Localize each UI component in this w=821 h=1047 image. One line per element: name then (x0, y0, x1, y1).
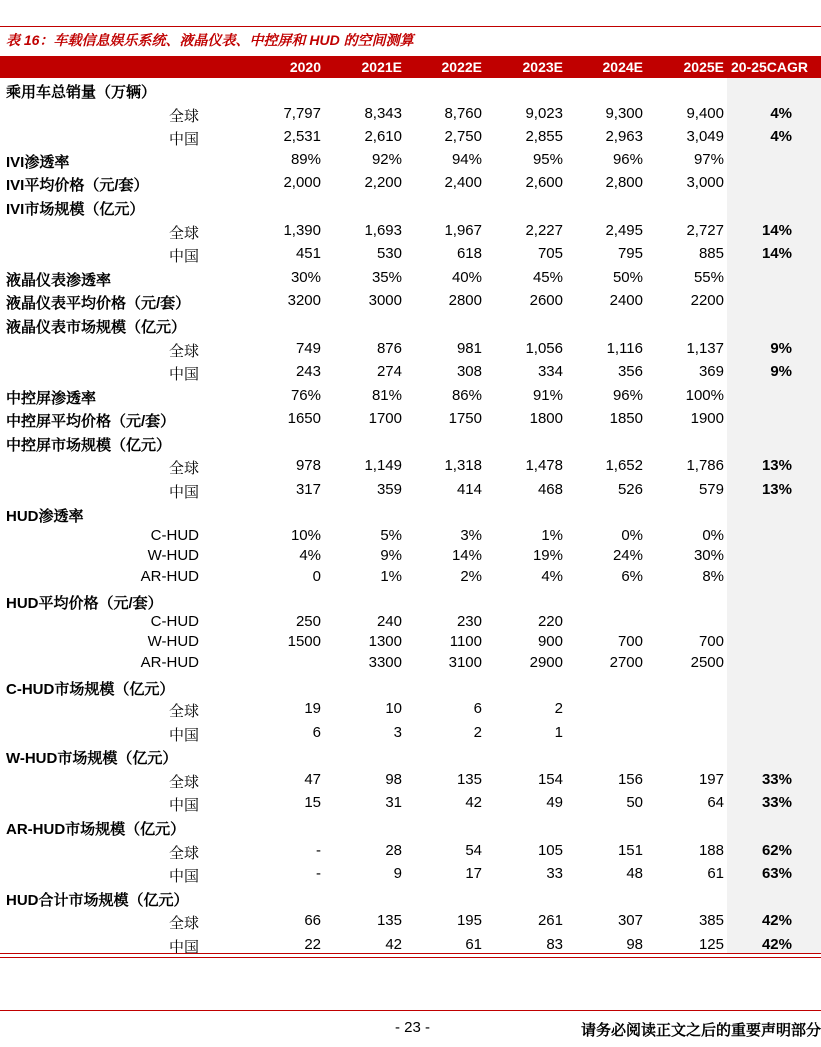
table-row (0, 631, 821, 653)
cagr-cell: 33% (761, 771, 792, 788)
data-cell: 1300 (368, 633, 402, 650)
data-cell: 195 (456, 912, 482, 929)
data-cell: 1850 (609, 410, 643, 427)
cagr-cell: 13% (761, 481, 792, 498)
data-cell: 4% (541, 568, 563, 585)
data-cell: 7,797 (283, 105, 321, 122)
data-cell: 22 (304, 936, 321, 953)
table-row (0, 769, 821, 791)
data-cell: 156 (617, 771, 643, 788)
table-row (0, 525, 821, 547)
data-cell: 1 (554, 724, 563, 741)
col-header: 2022E (441, 59, 482, 75)
data-cell: 3300 (368, 654, 402, 671)
data-cell: 35% (371, 269, 402, 286)
data-cell: 356 (617, 363, 643, 380)
data-cell: 14% (451, 547, 482, 564)
data-cell: 308 (456, 363, 482, 380)
row-sublabel: 中国 (168, 868, 199, 885)
row-label: 中控屏渗透率 (6, 390, 97, 407)
data-cell: 1,137 (686, 340, 724, 357)
data-cell: - (316, 842, 321, 859)
data-cell: 261 (537, 912, 563, 929)
table-row (0, 792, 821, 814)
top-rule (0, 26, 821, 27)
data-cell: 700 (698, 633, 724, 650)
data-cell: 10 (385, 700, 402, 717)
data-cell: 188 (698, 842, 724, 859)
data-cell: 700 (617, 633, 643, 650)
table-row (0, 455, 821, 477)
data-cell: 2900 (529, 654, 563, 671)
data-cell: 2,727 (686, 222, 724, 239)
cagr-cell: 9% (770, 363, 792, 380)
cagr-cell: 62% (761, 842, 792, 859)
table-row (0, 243, 821, 265)
table-header (0, 56, 821, 78)
table-caption: 表 16：车载信息娱乐系统、液晶仪表、中控屏和 HUD 的空间测算 (6, 32, 414, 48)
table-row (0, 590, 821, 612)
data-cell: 1,478 (525, 457, 563, 474)
data-cell: 1,390 (283, 222, 321, 239)
table-row (0, 149, 821, 171)
data-cell: 17 (465, 865, 482, 882)
col-header: 2023E (522, 59, 563, 75)
table-row (0, 432, 821, 454)
data-cell: 10% (290, 527, 321, 544)
data-cell: 96% (612, 151, 643, 168)
row-sublabel: 中国 (168, 797, 199, 814)
disclaimer-note: 请务必阅读正文之后的重要声明部分 (580, 1022, 821, 1039)
data-cell: 3,000 (686, 174, 724, 191)
data-cell: 76% (290, 387, 321, 404)
data-cell: 2 (554, 700, 563, 717)
row-label: C-HUD市场规模（亿元） (6, 681, 175, 698)
row-sublabel: 全球 (168, 108, 199, 125)
data-cell: 9,300 (605, 105, 643, 122)
table-row (0, 172, 821, 194)
table-row (0, 722, 821, 744)
data-cell: 1500 (287, 633, 321, 650)
data-cell: 45% (532, 269, 563, 286)
data-cell: 66 (304, 912, 321, 929)
table-row (0, 220, 821, 242)
cagr-cell: 14% (761, 222, 792, 239)
row-label: IVI市场规模（亿元） (6, 201, 145, 218)
row-sublabel: 全球 (168, 460, 199, 477)
table-row (0, 290, 821, 312)
row-label: W-HUD市场规模（亿元） (6, 750, 178, 767)
row-sublabel: 中国 (168, 366, 199, 383)
data-cell: 135 (376, 912, 402, 929)
data-cell: 50% (612, 269, 643, 286)
row-sublabel: 全球 (168, 845, 199, 862)
table-row (0, 338, 821, 360)
row-label: IVI渗透率 (6, 154, 70, 171)
table-row (0, 887, 821, 909)
data-cell: 451 (295, 245, 321, 262)
data-cell: 359 (376, 481, 402, 498)
table-row (0, 745, 821, 767)
data-cell: 2,610 (364, 128, 402, 145)
data-cell: 1% (541, 527, 563, 544)
data-cell: 1,116 (606, 340, 643, 357)
data-cell: 2600 (529, 292, 563, 309)
data-cell: 125 (698, 936, 724, 953)
data-cell: 49 (546, 794, 563, 811)
row-sublabel: AR-HUD (140, 654, 199, 671)
col-header: 20-25CAGR (731, 59, 809, 75)
data-cell: 50 (626, 794, 643, 811)
row-sublabel: W-HUD (147, 547, 199, 564)
data-cell: 876 (376, 340, 402, 357)
row-label: 中控屏市场规模（亿元） (6, 437, 172, 454)
data-cell: 2200 (690, 292, 724, 309)
cagr-cell: 63% (761, 865, 792, 882)
data-cell: 2,200 (364, 174, 402, 191)
data-cell: 317 (295, 481, 321, 498)
row-label: 液晶仪表平均价格（元/套） (6, 295, 191, 312)
data-cell: 2500 (690, 654, 724, 671)
data-cell: 0% (621, 527, 643, 544)
cagr-cell: 13% (761, 457, 792, 474)
data-cell: 250 (295, 613, 321, 630)
col-header: 2025E (683, 59, 724, 75)
table-row (0, 652, 821, 674)
data-cell: 3% (460, 527, 482, 544)
row-sublabel: AR-HUD (140, 568, 199, 585)
data-cell: 334 (537, 363, 563, 380)
data-cell: 1900 (690, 410, 724, 427)
data-cell: 749 (295, 340, 321, 357)
data-cell: 61 (707, 865, 724, 882)
row-label: 液晶仪表市场规模（亿元） (6, 319, 187, 336)
table-row (0, 816, 821, 838)
data-cell: 526 (617, 481, 643, 498)
data-cell: 8% (702, 568, 724, 585)
table-row (0, 267, 821, 289)
data-cell: 33 (546, 865, 563, 882)
data-cell: 105 (537, 842, 563, 859)
table-row (0, 611, 821, 633)
data-cell: 3200 (287, 292, 321, 309)
data-cell: 2,963 (605, 128, 643, 145)
data-cell: 274 (376, 363, 402, 380)
row-label: HUD平均价格（元/套） (6, 595, 163, 612)
data-cell: 40% (451, 269, 482, 286)
data-cell: 4% (299, 547, 321, 564)
table-row (0, 840, 821, 862)
data-cell: 3000 (368, 292, 402, 309)
table-row (0, 863, 821, 885)
table-row (0, 385, 821, 407)
data-cell: 98 (626, 936, 643, 953)
row-sublabel: 全球 (168, 225, 199, 242)
data-cell: 2700 (609, 654, 643, 671)
data-cell: 9,400 (686, 105, 724, 122)
data-cell: 2400 (609, 292, 643, 309)
cagr-cell: 33% (761, 794, 792, 811)
cagr-cell: 42% (761, 912, 792, 929)
data-cell: 1,652 (605, 457, 643, 474)
table-row (0, 566, 821, 588)
data-cell: 91% (532, 387, 563, 404)
data-cell: 2,600 (525, 174, 563, 191)
data-cell: 2,400 (444, 174, 482, 191)
table-row (0, 103, 821, 125)
data-cell: 19 (304, 700, 321, 717)
data-cell: 42 (385, 936, 402, 953)
row-sublabel: C-HUD (150, 613, 199, 630)
data-cell: 55% (693, 269, 724, 286)
footer-rule (0, 1010, 821, 1011)
data-cell: 61 (465, 936, 482, 953)
data-cell: 2800 (448, 292, 482, 309)
table-row (0, 479, 821, 501)
data-cell: 385 (698, 912, 724, 929)
data-cell: 1,786 (686, 457, 724, 474)
data-cell: 468 (537, 481, 563, 498)
cagr-cell: 42% (761, 936, 792, 953)
data-cell: 31 (385, 794, 402, 811)
data-cell: 3,049 (686, 128, 724, 145)
row-sublabel: W-HUD (147, 633, 199, 650)
table-row (0, 676, 821, 698)
table-row (0, 196, 821, 218)
col-header: 2020 (289, 59, 321, 75)
table-row (0, 126, 821, 148)
cagr-cell: 14% (761, 245, 792, 262)
data-cell: 30% (693, 547, 724, 564)
row-sublabel: 中国 (168, 939, 199, 956)
data-cell: 24% (612, 547, 643, 564)
data-cell: 240 (376, 613, 402, 630)
col-header: 2021E (361, 59, 402, 75)
data-cell: 15 (304, 794, 321, 811)
cagr-cell: 4% (770, 128, 792, 145)
data-cell: 0% (702, 527, 724, 544)
data-cell: 978 (295, 457, 321, 474)
data-cell: 885 (698, 245, 724, 262)
data-cell: 98 (385, 771, 402, 788)
data-cell: 197 (698, 771, 724, 788)
row-sublabel: C-HUD (150, 527, 199, 544)
data-cell: 92% (371, 151, 402, 168)
row-sublabel: 中国 (168, 484, 199, 501)
data-cell: 151 (617, 842, 643, 859)
data-cell: 2,495 (605, 222, 643, 239)
data-cell: 19% (532, 547, 563, 564)
data-cell: 2,855 (525, 128, 563, 145)
data-cell: 2,531 (283, 128, 321, 145)
data-cell: - (316, 865, 321, 882)
data-cell: 2,750 (444, 128, 482, 145)
data-cell: 1% (380, 568, 402, 585)
row-label: 乘用车总销量（万辆） (6, 84, 157, 101)
data-cell: 0 (312, 568, 321, 585)
row-label: AR-HUD市场规模（亿元） (6, 821, 186, 838)
data-cell: 1,056 (525, 340, 563, 357)
row-sublabel: 中国 (168, 131, 199, 148)
table-row (0, 698, 821, 720)
data-cell: 1,693 (364, 222, 402, 239)
cagr-cell: 4% (770, 105, 792, 122)
table-row (0, 910, 821, 932)
table-row (0, 361, 821, 383)
data-cell: 42 (465, 794, 482, 811)
row-sublabel: 中国 (168, 727, 199, 744)
col-header: 2024E (602, 59, 643, 75)
data-cell: 2,227 (525, 222, 563, 239)
row-label: IVI平均价格（元/套） (6, 177, 149, 194)
data-cell: 30% (290, 269, 321, 286)
data-cell: 6% (621, 568, 643, 585)
data-cell: 2,800 (605, 174, 643, 191)
data-cell: 1800 (529, 410, 563, 427)
data-cell: 6 (312, 724, 321, 741)
data-cell: 414 (456, 481, 482, 498)
row-label: 液晶仪表渗透率 (6, 272, 112, 289)
table-row (0, 503, 821, 525)
data-cell: 579 (698, 481, 724, 498)
data-cell: 900 (537, 633, 563, 650)
data-cell: 97% (693, 151, 724, 168)
row-sublabel: 全球 (168, 915, 199, 932)
data-cell: 94% (451, 151, 482, 168)
data-cell: 154 (537, 771, 563, 788)
data-cell: 48 (626, 865, 643, 882)
data-cell: 54 (465, 842, 482, 859)
data-cell: 2 (473, 724, 482, 741)
data-cell: 2% (460, 568, 482, 585)
cagr-cell: 9% (770, 340, 792, 357)
data-cell: 83 (546, 936, 563, 953)
data-cell: 1,318 (444, 457, 482, 474)
row-sublabel: 全球 (168, 774, 199, 791)
data-cell: 64 (707, 794, 724, 811)
row-label: HUD渗透率 (6, 508, 84, 525)
data-cell: 47 (304, 771, 321, 788)
row-sublabel: 全球 (168, 703, 199, 720)
data-cell: 1,967 (444, 222, 482, 239)
row-sublabel: 全球 (168, 343, 199, 360)
data-cell: 1100 (449, 633, 482, 650)
data-cell: 3100 (448, 654, 482, 671)
table-row (0, 408, 821, 430)
data-cell: 9,023 (525, 105, 563, 122)
data-cell: 9% (380, 547, 402, 564)
data-cell: 86% (451, 387, 482, 404)
data-cell: 307 (617, 912, 643, 929)
data-cell: 81% (371, 387, 402, 404)
data-cell: 135 (456, 771, 482, 788)
data-cell: 1,149 (364, 457, 402, 474)
data-cell: 100% (685, 387, 724, 404)
data-cell: 795 (617, 245, 643, 262)
data-cell: 1700 (368, 410, 402, 427)
table-row (0, 545, 821, 567)
data-cell: 1650 (287, 410, 321, 427)
data-cell: 243 (295, 363, 321, 380)
data-cell: 220 (537, 613, 563, 630)
data-cell: 89% (290, 151, 321, 168)
row-label: HUD合计市场规模（亿元） (6, 892, 189, 909)
data-cell: 705 (537, 245, 563, 262)
data-cell: 618 (456, 245, 482, 262)
table-row (0, 314, 821, 336)
data-cell: 3 (393, 724, 402, 741)
table-row (0, 79, 821, 101)
data-cell: 8,343 (364, 105, 402, 122)
data-cell: 95% (532, 151, 563, 168)
page-number: - 23 - (395, 1019, 431, 1036)
data-cell: 28 (385, 842, 402, 859)
data-cell: 5% (380, 527, 402, 544)
data-cell: 2,000 (283, 174, 321, 191)
data-cell: 981 (456, 340, 482, 357)
data-cell: 9 (393, 865, 402, 882)
data-cell: 8,760 (444, 105, 482, 122)
data-cell: 369 (698, 363, 724, 380)
data-cell: 530 (376, 245, 402, 262)
row-sublabel: 中国 (168, 248, 199, 265)
data-cell: 230 (456, 613, 482, 630)
data-cell: 6 (473, 700, 482, 717)
bottom-rule (0, 953, 821, 954)
row-label: 中控屏平均价格（元/套） (6, 413, 176, 430)
data-cell: 1750 (448, 410, 482, 427)
data-cell: 96% (612, 387, 643, 404)
bottom-rule-thin (0, 957, 821, 958)
